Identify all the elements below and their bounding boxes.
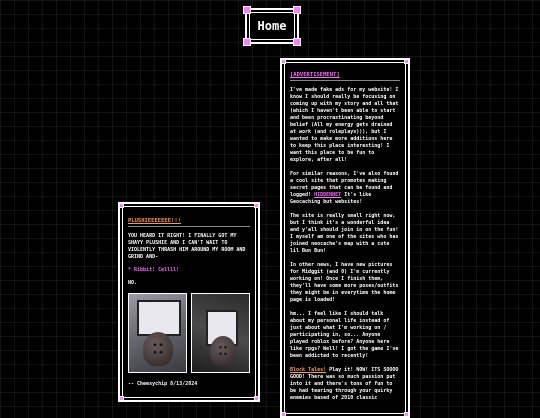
plushie-photos: [128, 293, 250, 373]
monitor-shape: [137, 300, 181, 336]
corner-decoration: [243, 38, 251, 46]
corner-decoration: [254, 202, 260, 208]
ad-p6-text: Play it! NOW! ITS SOOOO GOOD! There was so much passion put into it and there's tons of fun to be had tearing through your quirky enemies based of 2010 classic: [290, 367, 399, 401]
corner-decoration: [254, 396, 260, 402]
plushie-photo-1[interactable]: [128, 293, 187, 373]
corner-decoration: [404, 412, 410, 418]
plushie-paragraph-2: * Ribbit! Cellll!: [128, 267, 180, 273]
post-signature: -- Cheesychip 8/13/2024: [128, 381, 198, 387]
plushie-paragraph-3: NO.: [128, 280, 138, 286]
corner-decoration: [404, 58, 410, 64]
block-tales-link[interactable]: Block Tales!: [290, 367, 327, 373]
corner-decoration: [118, 396, 124, 402]
ad-paragraph-2: [290, 171, 400, 206]
corner-decoration: [293, 38, 301, 46]
ad-paragraph-5: hm... I feel like I should talk about my personal life instead of just about what I'm working on / participating in, so... Anyone played roblox before? Anyone here like rpgs? Well! I got the game I've been addicted to recently!: [290, 311, 399, 359]
plushie-shape: [210, 336, 236, 366]
plushie-heading: PLUSHIEEEEEEE!!!: [128, 218, 250, 227]
home-button[interactable]: [245, 8, 299, 44]
advertisement-panel[interactable]: [280, 58, 410, 418]
hiddennet-link[interactable]: HIDDENNET: [314, 192, 342, 198]
corner-decoration: [243, 6, 251, 14]
ad-p2-text: For similar reasons, I've also found a cool site that promotes making secret pages that can be found and logged!: [290, 171, 399, 198]
corner-decoration: [280, 412, 286, 418]
corner-decoration: [118, 202, 124, 208]
ad-paragraph-1: I've made fake ads for my website! I know I should really be focusing on coming up with my story and all that (which I haven't been able to start and been procrastinating beyond belief (All my energy gets drained at work (and roleplays))), but I wanted to make more additions here to keep this place interesting! I want this place to be fun to explore, after all!: [290, 87, 399, 163]
ad-paragraph-3: The site is really small right now, but I think it's a wonderful idea and y'all should join in on the fun! I myself am one of the sites who has joined neocache's map with a cute lil Bun Bun!: [290, 213, 399, 254]
corner-decoration: [280, 58, 286, 64]
plushie-paragraph-1: YOU HEARD IT RIGHT! I FINALLY GOT MY SHAYY PLUSHIE AND I CAN'T WAIT TO VIOLENTLY THRASH HIM AROUND MY ROOM AND GRIND AND-: [128, 233, 246, 260]
ad-p2-text-after: It's like Geocaching but websites!: [290, 192, 372, 205]
plushie-photo-2[interactable]: [191, 293, 250, 373]
plushie-shape: [143, 332, 173, 366]
ad-paragraph-4: In other news, I have new pictures for Midggit (and 0) I'm currently working on! Once I finish them, they'll have some more poses/outfits they might be in everytime the home page is loaded!: [290, 262, 399, 303]
corner-decoration: [293, 6, 301, 14]
home-button-label: Home: [257, 19, 287, 33]
ad-paragraph-6: [290, 367, 400, 402]
plushie-post-panel[interactable]: [118, 202, 260, 402]
advertisement-heading: [ADVERTISEMENT]: [290, 72, 400, 81]
